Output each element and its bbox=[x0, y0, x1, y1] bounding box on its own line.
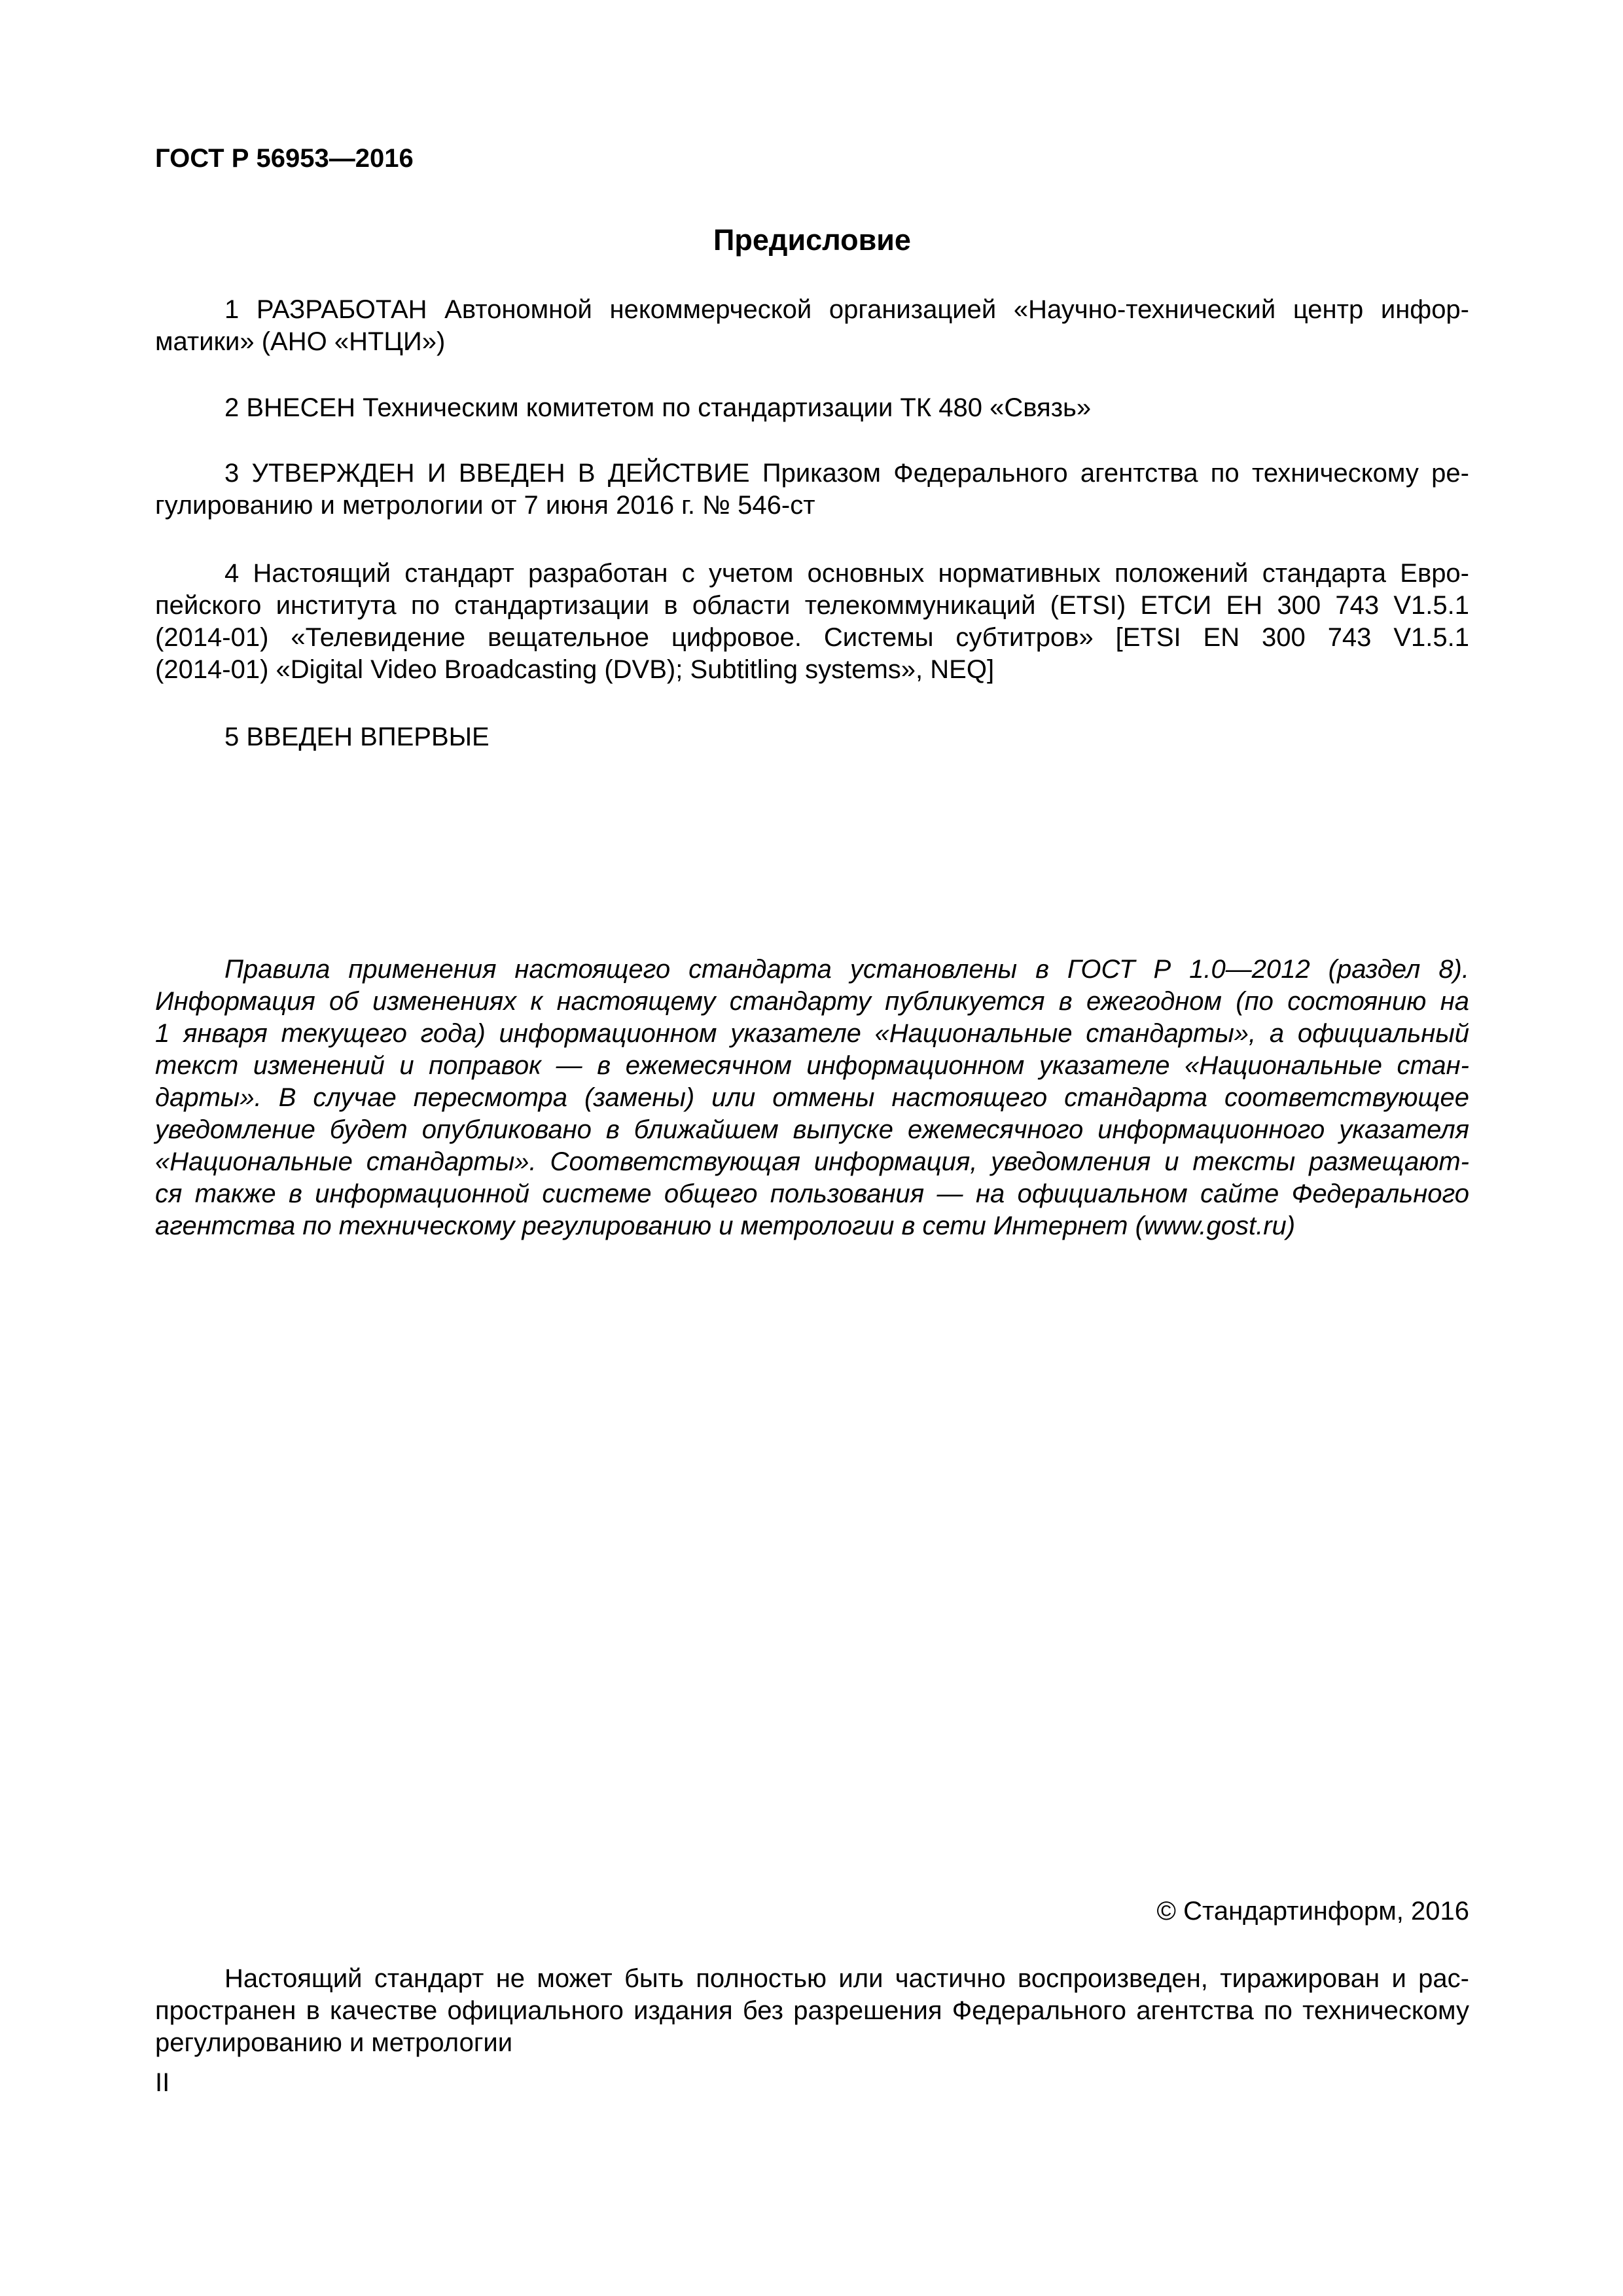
text-line: 4 Настоящий стандарт разработан с учетом основных нормативных положений стандарта Евро- bbox=[224, 559, 1469, 588]
text-line: пространен в качестве официального издания без разрешения Федерального агентства по техническому bbox=[155, 1996, 1469, 2025]
text-line: 1 января текущего года) информационном указателе «Национальные стандарты», а официальный bbox=[155, 1019, 1469, 1048]
text-line: 2 ВНЕСЕН Техническим комитетом по стандартизации ТК 480 «Связь» bbox=[224, 393, 1092, 422]
foreword-title: Предисловие bbox=[713, 223, 911, 257]
text-line: 5 ВВЕДЕН ВПЕРВЫЕ bbox=[224, 723, 490, 751]
foreword-clause-4 bbox=[155, 558, 1469, 686]
text-line: пейского института по стандартизации в области телекоммуникаций (ETSI) ЕТСИ ЕН 300 743 V1.5.1 bbox=[155, 591, 1469, 620]
reproduction-restriction-note bbox=[155, 1963, 1469, 2059]
foreword-clause-2 bbox=[155, 392, 1469, 424]
text-line: 3 УТВЕРЖДЕН И ВВЕДЕН В ДЕЙСТВИЕ Приказом Федерального агентства по техническому ре- bbox=[224, 459, 1469, 488]
text-line: ся также в информационной системе общего пользования — на официальном сайте Федерального bbox=[155, 1179, 1469, 1208]
foreword-clause-5 bbox=[155, 721, 1469, 753]
rules-application-note bbox=[155, 954, 1469, 1242]
text-line: (2014-01) «Digital Video Broadcasting (DVB); Subtitling systems», NEQ] bbox=[155, 655, 995, 684]
copyright-notice: © Стандартинформ, 2016 bbox=[1156, 1897, 1469, 1926]
text-line: Информация об изменениях к настоящему стандарту публикуется в ежегодном (по состоянию на bbox=[155, 987, 1469, 1016]
text-line: уведомление будет опубликовано в ближайшем выпуске ежемесячного информационного указателя bbox=[155, 1115, 1469, 1144]
text-line: Настоящий стандарт не может быть полностью или частично воспроизведен, тиражирован и рас- bbox=[224, 1964, 1469, 1993]
text-line: 1 РАЗРАБОТАН Автономной некоммерческой организацией «Научно-технический центр инфор- bbox=[224, 295, 1469, 324]
text-line: дарты». В случае пересмотра (замены) или отмены настоящего стандарта соответствующее bbox=[155, 1083, 1469, 1112]
foreword-clause-3 bbox=[155, 457, 1469, 522]
text-line: Правила применения настоящего стандарта установлены в ГОСТ Р 1.0—2012 (раздел 8). bbox=[224, 955, 1469, 984]
text-line: регулированию и метрологии bbox=[155, 2028, 513, 2057]
text-line: матики» (АНО «НТЦИ») bbox=[155, 327, 446, 356]
text-line: «Национальные стандарты». Соответствующая информация, уведомления и тексты размещают- bbox=[155, 1147, 1469, 1176]
text-line: агентства по техническому регулированию и метрологии в сети Интернет (www.gost.ru) bbox=[155, 1211, 1296, 1240]
document-code: ГОСТ Р 56953—2016 bbox=[155, 144, 414, 173]
text-line: гулированию и метрологии от 7 июня 2016 г. № 546-ст bbox=[155, 491, 815, 520]
text-line: текст изменений и поправок — в ежемесячном информационном указателе «Национальные стан- bbox=[155, 1051, 1469, 1080]
foreword-clause-1 bbox=[155, 294, 1469, 358]
text-line: (2014-01) «Телевидение вещательное цифровое. Системы субтитров» [ETSI EN 300 743 V1.5.1 bbox=[155, 623, 1469, 652]
page-number: II bbox=[155, 2068, 170, 2097]
